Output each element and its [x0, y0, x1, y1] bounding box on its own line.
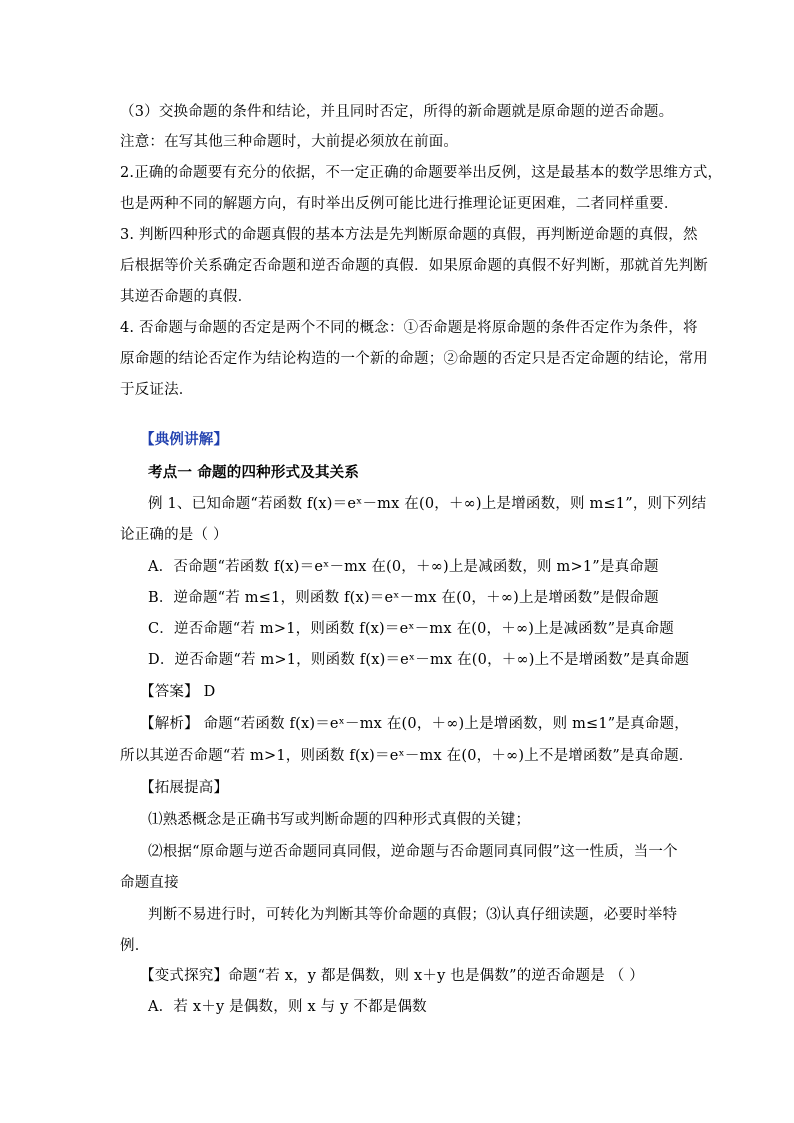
text-line: 于反证法．: [120, 382, 194, 398]
text-line: 命题直接: [120, 875, 179, 891]
text-line: 4. 否命题与命题的否定是两个不同的概念：①否命题是将原命题的条件否定作为条件，将: [120, 320, 698, 336]
text-line: （3）交换命题的条件和结论，并且同时否定，所得的新命题就是原命题的逆否命题。: [120, 104, 674, 120]
text-line: 原命题的结论否定作为结论构造的一个新的命题；②命题的否定只是否定命题的结论，常用: [120, 351, 708, 367]
text-line: 注意：在写其他三种命题时，大前提必须放在前面。: [120, 134, 459, 150]
option-line: A．否命题“若函数 f(x)＝eˣ－mx 在(0，＋∞)上是减函数，则 m>1”是真命题: [148, 559, 659, 575]
subsection-heading: 考点一 命题的四种形式及其关系: [148, 464, 360, 481]
option-line: A．若 x＋y 是偶数，则 x 与 y 不都是偶数: [148, 999, 427, 1015]
text-line: 2.正确的命题要有充分的依据，不一定正确的命题要举出反例，这是最基本的数学思维方式，: [120, 165, 723, 181]
option-line: C．逆否命题“若 m>1，则函数 f(x)＝eˣ－mx 在(0，＋∞)上是减函数”是真命题: [148, 621, 674, 637]
text-line: 例．: [120, 938, 150, 954]
section-heading: 【典例讲解】: [140, 431, 229, 448]
text-line: 其逆否命题的真假．: [120, 289, 253, 305]
text-line: 判断不易进行时，可转化为判断其等价命题的真假；⑶认真仔细读题，必要时举特: [148, 907, 678, 923]
analysis-line: 【解析】 命题“若函数 f(x)＝eˣ－mx 在(0，＋∞)上是增函数，则 m≤1”是真命题，: [140, 716, 689, 732]
text-line: 例 1、已知命题“若函数 f(x)＝eˣ－mx 在(0，＋∞)上是增函数，则 m≤1”，则下列结: [148, 496, 707, 512]
text-line: 3. 判断四种形式的命题真假的基本方法是先判断原命题的真假，再判断逆命题的真假，然: [120, 227, 698, 243]
answer-line: 【答案】 D: [140, 684, 216, 700]
text-line: ⑵根据“原命题与逆否命题同真同假，逆命题与否命题同真同假”这一性质，当一个: [148, 844, 678, 860]
variant-question-line: 【变式探究】命题“若 x，y 都是偶数，则 x＋y 也是偶数”的逆否命题是 （ ）: [140, 968, 644, 984]
text-line: 后根据等价关系确定否命题和逆否命题的真假．如果原命题的真假不好判断，那就首先判断: [120, 258, 708, 274]
text-line: 论正确的是（ ）: [120, 527, 228, 543]
text-line: 也是两种不同的解题方向，有时举出反例可能比进行推理论证更困难，二者同样重要．: [120, 196, 679, 212]
extension-heading: 【拓展提高】: [140, 780, 229, 796]
text-line: ⑴熟悉概念是正确书写或判断命题的四种形式真假的关键；: [148, 812, 531, 828]
option-line: B．逆命题“若 m≤1，则函数 f(x)＝eˣ－mx 在(0，＋∞)上是增函数”是假命题: [148, 590, 659, 606]
option-line: D．逆否命题“若 m>1，则函数 f(x)＝eˣ－mx 在(0，＋∞)上不是增函数”是真命题: [148, 652, 690, 668]
text-line: 所以其逆否命题“若 m>1，则函数 f(x)＝eˣ－mx 在(0，＋∞)上不是增函数”是真命题．: [120, 748, 694, 764]
